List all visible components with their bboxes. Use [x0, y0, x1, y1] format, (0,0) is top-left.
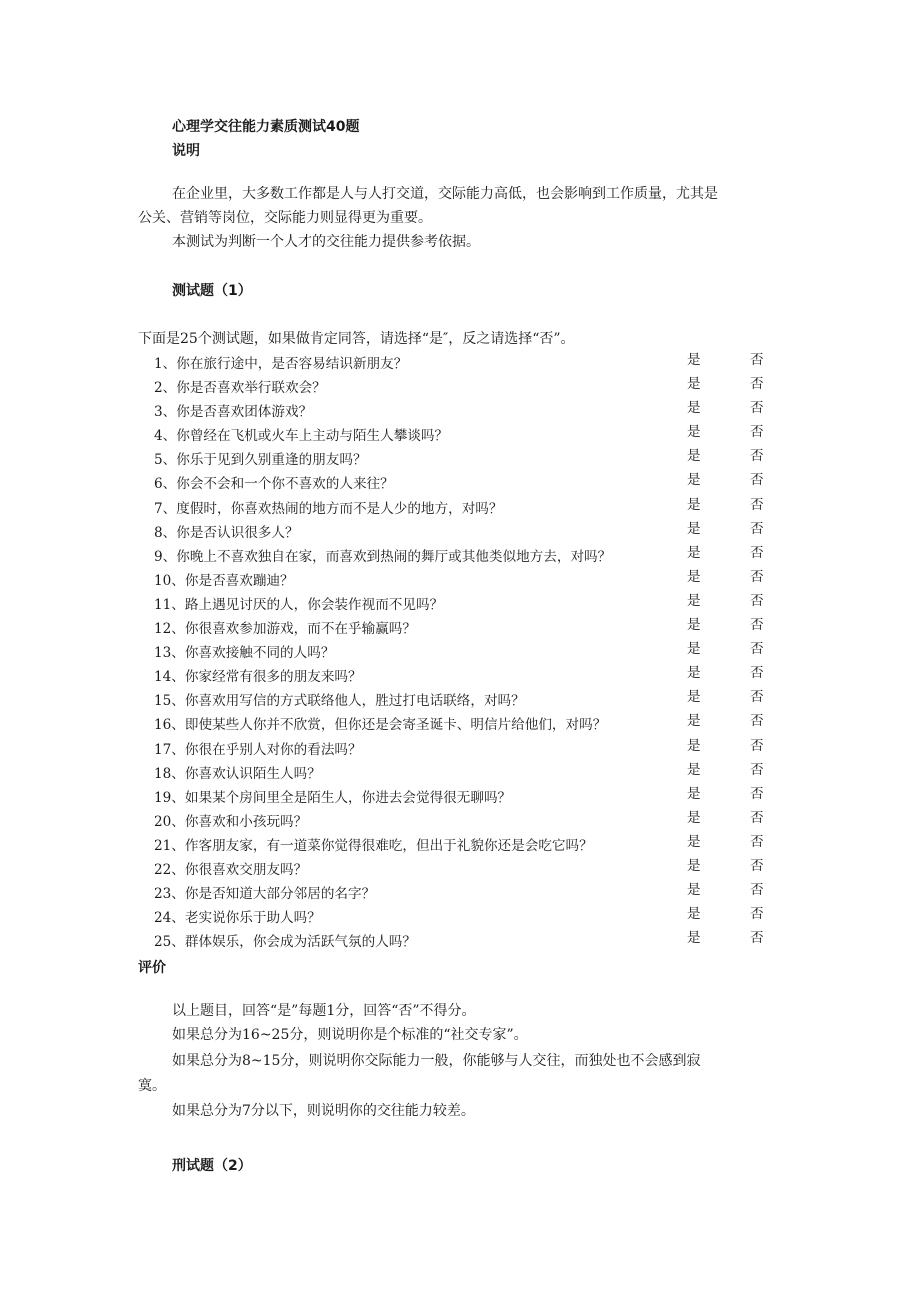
- question-row: [154, 687, 774, 711]
- intro-paragraph-line1: 在企业里，大多数工作都是人与人打交道，交际能力高低，也会影响到工作质量，尤其是: [172, 186, 718, 202]
- question-row: [154, 639, 774, 663]
- answer-no[interactable]: 否: [750, 737, 764, 754]
- question-row: [154, 495, 774, 519]
- eval-mid-line2: 寞。: [138, 1078, 166, 1094]
- answer-no[interactable]: 否: [750, 930, 764, 947]
- question-text: 12、你很喜欢参加游戏，而不在乎输赢吗？: [154, 621, 416, 638]
- question-text: 19、如果某个房间里全是陌生人，你进去会觉得很无聊吗？: [154, 789, 512, 806]
- answer-no[interactable]: 否: [750, 785, 764, 802]
- question-row: [154, 784, 774, 808]
- answer-yes[interactable]: 是: [687, 520, 701, 537]
- answer-yes[interactable]: 是: [687, 592, 701, 609]
- question-row: [154, 591, 774, 615]
- question-row: [154, 567, 774, 591]
- answer-yes[interactable]: 是: [687, 930, 701, 947]
- answer-yes[interactable]: 是: [687, 424, 701, 441]
- answer-no[interactable]: 否: [750, 496, 764, 513]
- question-row: [154, 856, 774, 880]
- question-row: [154, 470, 774, 494]
- answer-yes[interactable]: 是: [687, 617, 701, 634]
- answer-no[interactable]: 否: [750, 568, 764, 585]
- answer-no[interactable]: 否: [750, 520, 764, 537]
- question-row: [154, 543, 774, 567]
- question-row: [154, 832, 774, 856]
- question-row: [154, 736, 774, 760]
- question-text: 23、你是否知道大部分邻居的名字？: [154, 886, 376, 903]
- question-text: 1、你在旅行途中，是否容易结识新朋友？: [154, 356, 408, 372]
- question-row: [154, 398, 774, 422]
- answer-yes[interactable]: 是: [687, 713, 701, 730]
- answer-yes[interactable]: 是: [687, 472, 701, 489]
- question-text: 6、你会不会和一个你不喜欢的人来往？: [154, 476, 394, 493]
- eval-mid-line1: 如果总分为8~15分，则说明你交际能力一般，你能够与人交往，而独处也不会感到寂: [172, 1053, 701, 1069]
- test2-heading: 刑试题（2）: [172, 1158, 252, 1174]
- question-row: [154, 350, 774, 374]
- answer-yes[interactable]: 是: [687, 882, 701, 899]
- question-text: 17、你很在乎别人对你的看法吗？: [154, 741, 362, 758]
- question-row: [154, 880, 774, 904]
- question-row: [154, 615, 774, 639]
- eval-high: 如果总分为16~25分，则说明你是个标准的“社交专家”。: [172, 1027, 528, 1043]
- answer-yes[interactable]: 是: [687, 496, 701, 513]
- question-text: 24、老实说你乐于助人吗？: [154, 910, 321, 927]
- answer-yes[interactable]: 是: [687, 809, 701, 826]
- intro-paragraph-line2: 公关、营销等岗位，交际能力则显得更为重要。: [138, 210, 432, 226]
- question-text: 5、你乐于见到久别重逢的朋友吗？: [154, 452, 367, 469]
- question-list: [154, 350, 774, 952]
- answer-no[interactable]: 否: [750, 424, 764, 441]
- question-row: [154, 446, 774, 470]
- answer-no[interactable]: 否: [750, 544, 764, 561]
- test1-heading: 测试题（1）: [172, 283, 252, 299]
- answer-no[interactable]: 否: [750, 472, 764, 489]
- answer-no[interactable]: 否: [750, 352, 764, 368]
- test1-intro: 下面是25个测试题，如果做肯定同答，请选择“是″，反之请选择“否”。: [138, 331, 575, 347]
- question-text: 7、度假时，你喜欢热闹的地方而不是人少的地方，对吗？: [154, 500, 503, 517]
- question-text: 18、你喜欢认识陌生人吗？: [154, 765, 321, 782]
- answer-yes[interactable]: 是: [687, 785, 701, 802]
- answer-no[interactable]: 否: [750, 689, 764, 706]
- question-text: 20、你喜欢和小孩玩吗？: [154, 813, 308, 830]
- question-row: [154, 711, 774, 735]
- answer-no[interactable]: 否: [750, 592, 764, 609]
- answer-no[interactable]: 否: [750, 617, 764, 634]
- answer-yes[interactable]: 是: [687, 376, 701, 393]
- answer-no[interactable]: 否: [750, 665, 764, 682]
- question-row: [154, 760, 774, 784]
- question-text: 14、你家经常有很多的朋友来吗？: [154, 669, 362, 686]
- question-text: 4、你曾经在飞机或火车上主动与陌生人攀谈吗？: [154, 428, 449, 445]
- question-text: 22、你很喜欢交朋友吗？: [154, 861, 308, 878]
- question-text: 2、你是否喜欢举行联欢会？: [154, 380, 326, 397]
- answer-no[interactable]: 否: [750, 448, 764, 465]
- question-text: 13、你喜欢接触不同的人吗？: [154, 645, 335, 662]
- answer-no[interactable]: 否: [750, 882, 764, 899]
- answer-no[interactable]: 否: [750, 809, 764, 826]
- eval-scoring: 以上题目，回答“是”每题1分，回答“否”不得分。: [172, 1003, 476, 1019]
- answer-no[interactable]: 否: [750, 713, 764, 730]
- question-text: 10、你是否喜欢蹦迪？: [154, 572, 294, 589]
- question-row: [154, 928, 774, 952]
- question-text: 16、即使某些人你并不欣赏，但你还是会寄圣诞卡、明信片给他们，对吗？: [154, 717, 607, 734]
- answer-no[interactable]: 否: [750, 400, 764, 417]
- answer-yes[interactable]: 是: [687, 544, 701, 561]
- answer-yes[interactable]: 是: [687, 737, 701, 754]
- evaluation-heading: 评价: [138, 960, 166, 976]
- answer-no[interactable]: 否: [750, 857, 764, 874]
- answer-yes[interactable]: 是: [687, 352, 701, 368]
- answer-no[interactable]: 否: [750, 641, 764, 658]
- answer-yes[interactable]: 是: [687, 761, 701, 778]
- answer-no[interactable]: 否: [750, 906, 764, 923]
- question-text: 25、群体娱乐，你会成为活跃气氛的人吗？: [154, 934, 416, 951]
- answer-yes[interactable]: 是: [687, 665, 701, 682]
- question-text: 11、路上遇见讨厌的人，你会装作视而不见吗？: [154, 596, 444, 613]
- answer-no[interactable]: 否: [750, 376, 764, 393]
- answer-yes[interactable]: 是: [687, 400, 701, 417]
- instructions-heading: 说明: [172, 143, 200, 159]
- answer-yes[interactable]: 是: [687, 568, 701, 585]
- question-text: 15、你喜欢用写信的方式联络他人，胜过打电话联络，对吗？: [154, 693, 525, 710]
- answer-no[interactable]: 否: [750, 761, 764, 778]
- answer-yes[interactable]: 是: [687, 641, 701, 658]
- question-row: [154, 422, 774, 446]
- answer-yes[interactable]: 是: [687, 448, 701, 465]
- answer-yes[interactable]: 是: [687, 833, 701, 850]
- answer-no[interactable]: 否: [750, 833, 764, 850]
- answer-yes[interactable]: 是: [687, 906, 701, 923]
- question-row: [154, 808, 774, 832]
- eval-low: 如果总分为7分以下，则说明你的交往能力较差。: [172, 1103, 475, 1119]
- question-text: 8、你是否认识很多人？: [154, 524, 299, 541]
- question-row: [154, 519, 774, 543]
- question-text: 21、作客朋友家，有一道菜你觉得很难吃，但出于礼貌你还是会吃它吗？: [154, 837, 593, 854]
- question-row: [154, 904, 774, 928]
- intro-purpose: 本测试为判断一个人才的交往能力提供参考依据。: [172, 234, 480, 250]
- page-title: 心理学交往能力素质测试40题: [172, 119, 360, 135]
- answer-yes[interactable]: 是: [687, 857, 701, 874]
- question-row: [154, 663, 774, 687]
- answer-yes[interactable]: 是: [687, 689, 701, 706]
- question-row: [154, 374, 774, 398]
- question-text: 9、你晚上不喜欢独自在家，而喜欢到热闹的舞厅或其他类似地方去，对吗？: [154, 548, 612, 565]
- question-text: 3、你是否喜欢团体游戏？: [154, 404, 313, 421]
